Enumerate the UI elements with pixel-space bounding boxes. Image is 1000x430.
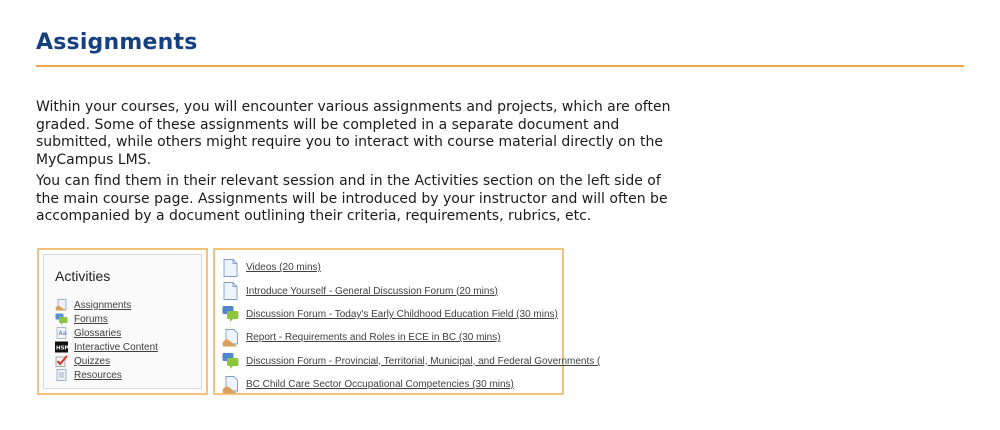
activity-link-interactive-content[interactable]: Interactive Content xyxy=(74,341,158,353)
session-link[interactable]: Discussion Forum - Provincial, Territorial, Municipal, and Federal Governments ( xyxy=(246,355,601,367)
activity-item-forums[interactable] xyxy=(55,312,158,326)
activity-link-quizzes[interactable]: Quizzes xyxy=(74,355,111,367)
assignment-icon xyxy=(222,376,239,394)
intro-paragraph-2: You can find them in their relevant session and in the Activities section on the left side of the main course page. Assignments will be introduced by your instructor and will often be accompanied by a document outlining their criteria, requirements, rubrics, etc. xyxy=(36,173,668,224)
activity-item-resources[interactable] xyxy=(55,368,158,382)
activities-title: Activities xyxy=(55,268,111,284)
session-item[interactable] xyxy=(222,303,600,326)
forum-icon xyxy=(222,305,239,323)
title-divider xyxy=(36,65,964,67)
forum-icon xyxy=(55,313,68,325)
activities-block xyxy=(43,254,202,389)
session-link[interactable]: Discussion Forum - Today's Early Childhood Education Field (30 mins) xyxy=(246,308,558,320)
resource-icon xyxy=(55,369,68,381)
svg-text:Aa: Aa xyxy=(58,330,67,337)
session-item[interactable] xyxy=(222,326,600,349)
activity-item-interactive-content[interactable] xyxy=(55,340,158,354)
assignment-icon xyxy=(222,329,239,347)
session-list xyxy=(222,256,600,396)
page-title: Assignments xyxy=(36,30,198,55)
h5p-icon xyxy=(55,341,68,353)
quiz-icon xyxy=(55,355,68,367)
activity-link-forums[interactable]: Forums xyxy=(74,313,108,325)
session-link[interactable]: Videos (20 mins) xyxy=(246,262,321,274)
session-screenshot xyxy=(213,248,601,395)
session-item[interactable] xyxy=(222,256,600,279)
session-link[interactable]: Introduce Yourself - General Discussion Forum (20 mins) xyxy=(246,285,498,297)
activity-item-quizzes[interactable] xyxy=(55,354,158,368)
activity-item-glossaries[interactable] xyxy=(55,326,158,340)
session-link[interactable]: BC Child Care Sector Occupational Competencies (30 mins) xyxy=(246,379,514,391)
activity-item-assignments[interactable] xyxy=(55,298,158,312)
activity-link-resources[interactable]: Resources xyxy=(74,369,122,381)
session-item[interactable] xyxy=(222,279,600,302)
activities-screenshot xyxy=(37,248,208,395)
activity-link-glossaries[interactable]: Glossaries xyxy=(74,327,122,339)
svg-text:H5P: H5P xyxy=(56,345,69,352)
page-icon xyxy=(222,282,239,300)
assignment-icon xyxy=(55,299,68,311)
session-item[interactable] xyxy=(222,373,600,396)
glossary-icon xyxy=(55,327,68,339)
page-icon xyxy=(222,259,239,277)
session-link[interactable]: Report - Requirements and Roles in ECE in BC (30 mins) xyxy=(246,332,501,344)
intro-paragraph-1: Within your courses, you will encounter various assignments and projects, which are often graded. Some of these assignments will be completed in a separate document and submitted, while others might require you to interact with course material directly on the MyCampus LMS. xyxy=(36,99,671,168)
activity-link-assignments[interactable]: Assignments xyxy=(74,299,132,311)
activities-list xyxy=(55,298,158,382)
forum-icon xyxy=(222,352,239,370)
session-item[interactable] xyxy=(222,350,600,373)
